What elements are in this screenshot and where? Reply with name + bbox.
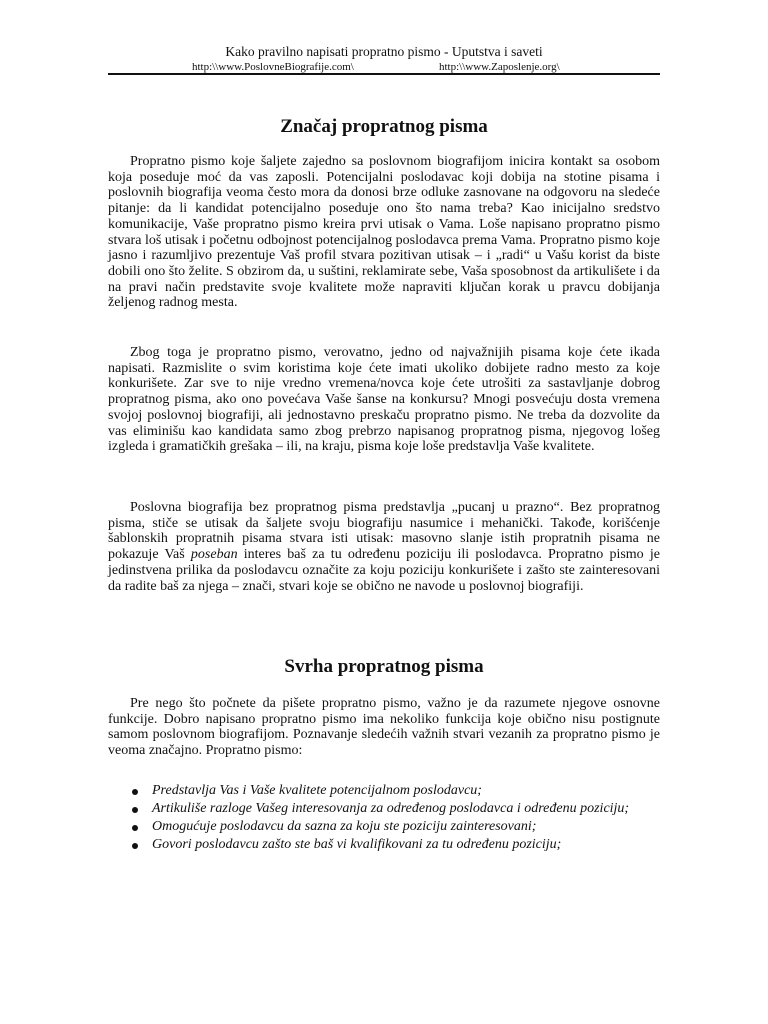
- list-item-text: Artikuliše razloge Vašeg interesovanja za određenog poslodavca i određenu poziciju;: [152, 801, 630, 816]
- list-item-text: Govori poslodavcu zašto ste baš vi kvalifikovani za tu određenu poziciju;: [152, 837, 562, 852]
- list-item: [108, 783, 660, 799]
- functions-list: [108, 783, 660, 855]
- bullet-icon: [132, 789, 138, 795]
- paragraph-biography-part2: interes baš za tu određenu poziciju ili poslodavca. Propratno pismo je jedinstvena prilika da poslodavcu označite za koju poziciju konkurišete i zašto ste zainteresovani da radite baš za njega – znači, stvari koje se obično ne navode u poslovnoj biografiji.: [108, 547, 660, 594]
- section-heading-svrha: Svrha propratnog pisma: [284, 656, 484, 677]
- header-divider: [108, 73, 660, 75]
- bullet-icon: [132, 843, 138, 849]
- section-heading-znacaj: Značaj propratnog pisma: [280, 116, 488, 137]
- paragraph-biography: [108, 500, 660, 594]
- paragraph-intro: Propratno pismo koje šaljete zajedno sa poslovnom biografijom inicira kontakt sa osobom koja poseduje moć da vas zaposli. Potencijalni poslodavac koji dobija na stotine pisama i poslovnih biografija veoma često mora da donosi brze odluke zasnovane na odgovoru na sledeće pitanje: da li kandidat potencijalno poseduje ono što nama treba? Kao inicijalno sredstvo komunikacije, Vaše propratno pismo kreira prvi utisak o Vama. Loše napisano propratno pismo stvara loš utisak i početnu odbojnost potencijalnog poslodavca prema Vama. Propratno pismo koje jasno i razumljivo prezentuje Vaš profil stvara pozitivan utisak – i „radi“ u Vašu korist da biste dobili ono što želite. S obzirom da, u suštini, reklamirate sebe, Vaša sposobnost da artikulišete i da na pravi način predstavite svoje kvalitete može napraviti ključan korak u pravcu dobijanja željenog radnog mesta.: [108, 154, 660, 311]
- list-item: [108, 819, 660, 835]
- list-item: [108, 837, 660, 853]
- header-link-poslovnebiografije[interactable]: http:\\www.PoslovneBiografije.com\: [192, 61, 354, 73]
- paragraph-importance: Zbog toga je propratno pismo, verovatno, jedno od najvažnijih pisama koje ćete ikada napisati. Razmislite o svim koristima koje ćete imati ukoliko dobijete radno mesto za koje konkurišete. Zar sve to nije vredno vremena/novca koje ćete utrošiti za sastavljanje dobrog propratnog pisma, ako ono povećava Vaše šanse na konkursu? Mnogi posvećuju dosta vremena svojoj poslovnoj biografiji, ali jednostavno preskaču propratno pismo. Ne treba da dozvolite da vas eliminišu kao kandidata samo zbog prebrzo napisanog propratnog pisma, njegovog lošeg izgleda i gramatičkih grešaka – ili, na kraju, pisma koje loše predstavlja Vaše kvalitete.: [108, 345, 660, 455]
- bullet-icon: [132, 807, 138, 813]
- paragraph-biography-part1: Poslovna biografija bez propratnog pisma predstavlja „pucanj u prazno“. Bez propratnog pisma, stiče se utisak da šaljete svoju biografiju nasumice i mehanički. Takođe, korišćenje šablonskih propratnih pisama stvara isti utisak: masovno slanje istih propratnih pisama ne pokazuje Vaš: [108, 500, 660, 563]
- paragraph-biography-emphasis: poseban: [190, 547, 238, 563]
- paragraph-purpose: Pre nego što počnete da pišete propratno pismo, važno je da razumete njegove osnovne funkcije. Dobro napisano propratno pismo ima nekoliko funkcija koje obično nisu postignute samom poslovnom biografijom. Poznavanje sledećih važnih stvari vezanih za propratno pismo je veoma značajno. Propratno pismo:: [108, 696, 660, 759]
- page-header: [108, 44, 660, 74]
- list-item-text: Predstavlja Vas i Vaše kvalitete potencijalnom poslodavcu;: [152, 783, 482, 798]
- header-link-zaposlenje[interactable]: http:\\www.Zaposlenje.org\: [439, 61, 560, 73]
- list-item-text: Omogućuje poslodavcu da sazna za koju ste poziciju zainteresovani;: [152, 819, 537, 834]
- bullet-icon: [132, 825, 138, 831]
- header-title: Kako pravilno napisati propratno pismo - Uputstva i saveti: [225, 44, 543, 59]
- list-item: [108, 801, 660, 817]
- header-links: [108, 60, 660, 74]
